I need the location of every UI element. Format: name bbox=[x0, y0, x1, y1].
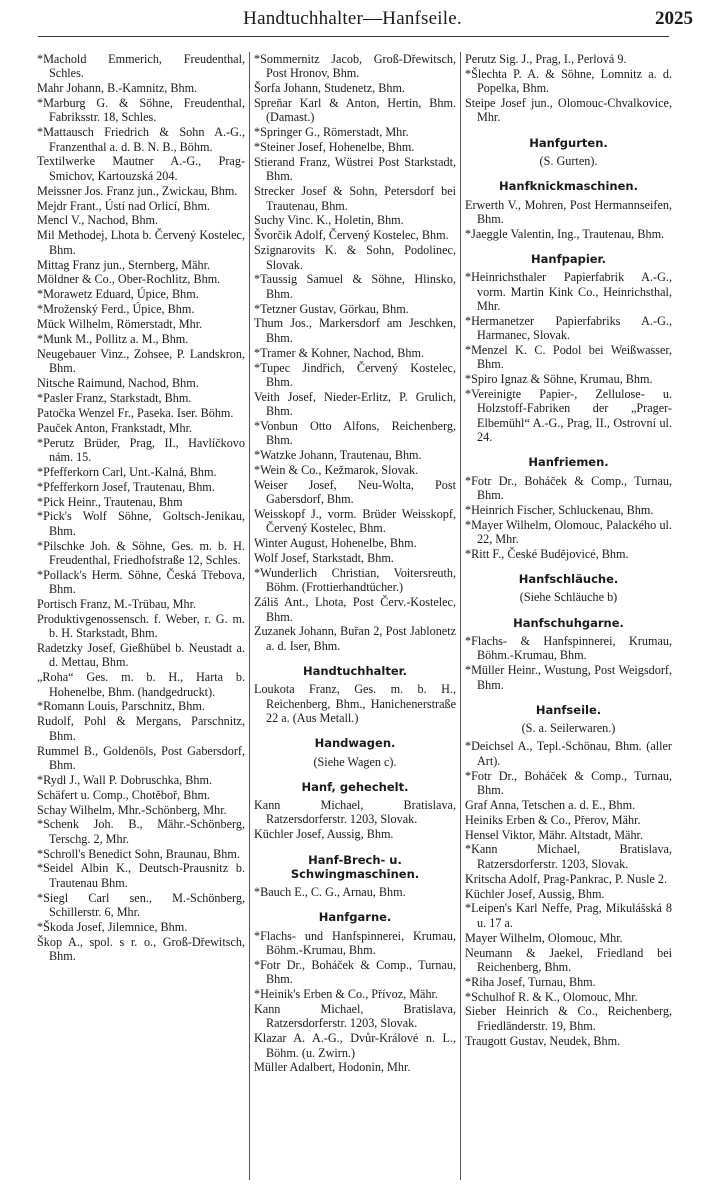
directory-entry: Portisch Franz, M.-Trübau, Mhr. bbox=[37, 597, 197, 612]
page-number: 2025 bbox=[655, 8, 693, 29]
directory-entry: Heiniks Erben & Co., Přerov, Mähr. bbox=[465, 812, 641, 827]
directory-entry: Stierand Franz, Wüstrei Post Starkstadt, Bhm. bbox=[254, 155, 456, 184]
directory-list bbox=[465, 474, 672, 562]
directory-entry: Thum Jos., Markersdorf am Jeschken, Bhm. bbox=[254, 316, 456, 345]
directory-entry: *Steiner Josef, Hohenelbe, Bhm. bbox=[254, 140, 415, 155]
section-heading-hanf-brech: Hanf-Brech- u. Schwingmaschinen. bbox=[290, 852, 420, 881]
directory-entry: Produktivgenossensch. f. Weber, r. G. m. b. H. Starkstadt, Bhm. bbox=[37, 611, 245, 641]
directory-list bbox=[254, 52, 456, 653]
directory-entry: Wolf Josef, Starkstadt, Bhm. bbox=[254, 551, 394, 566]
directory-entry: Zuzanek Johann, Buřan 2, Post Jablonetz a. d. Iser, Bhm. bbox=[254, 624, 456, 653]
directory-entry: *Pick's Wolf Söhne, Goltsch-Jenikau, Bhm. bbox=[37, 509, 245, 538]
directory-list bbox=[254, 798, 456, 841]
directory-entry: *Flachs- und Hanfspinnerei, Krumau, Böhm.-Krumau, Bhm. bbox=[254, 928, 456, 958]
directory-entry: Steipe Josef jun., Olomouc-Chvalkovice, Mhr. bbox=[465, 96, 672, 125]
section-heading-hanfpapier: Hanfpapier. bbox=[531, 252, 606, 267]
directory-entry: *Müller Heinr., Wustung, Post Weigsdorf, Bhm. bbox=[465, 663, 672, 692]
directory-entry: *Romann Louis, Parschnitz, Bhm. bbox=[37, 699, 205, 714]
directory-entry: *Rydl J., Wall P. Dobruschka, Bhm. bbox=[37, 772, 213, 787]
directory-entry: *Sommernitz Jacob, Groß-Dřewitsch, Post Hronov, Bhm. bbox=[254, 52, 456, 81]
header-rule bbox=[38, 36, 669, 37]
directory-entry: Mittag Franz jun., Sternberg, Mähr. bbox=[37, 257, 211, 272]
directory-entry: *Pilschke Joh. & Söhne, Ges. m. b. H. Freudenthal, Friedhofstraße 12, Schles. bbox=[37, 538, 245, 567]
directory-list bbox=[254, 682, 456, 725]
directory-entry: *Hermanetzer Papierfabriks A.-G., Harmanec, Slovak. bbox=[465, 313, 672, 343]
directory-entry: *Siegl Carl sen., M.-Schönberg, Schillerstr. 6, Mhr. bbox=[37, 890, 245, 919]
directory-list bbox=[37, 52, 245, 963]
running-title: Handtuchhalter—Hanfseile. bbox=[243, 8, 462, 29]
directory-entry: Perutz Sig. J., Prag, I., Perlová 9. bbox=[465, 52, 627, 66]
directory-entry: *Mattausch Friedrich & Sohn A.-G., Franzenthal a. d. B. N. B., Böhm. bbox=[37, 125, 245, 154]
directory-entry: *Spiro Ignaz & Söhne, Krumau, Bhm. bbox=[465, 372, 653, 387]
directory-entry: *Pasler Franz, Starkstadt, Bhm. bbox=[37, 390, 192, 405]
section-heading-hanfriemen: Hanfriemen. bbox=[528, 455, 609, 470]
directory-list bbox=[465, 634, 672, 692]
directory-entry: *Pollack's Herm. Söhne, Česká Třebova, Bhm. bbox=[37, 567, 245, 597]
directory-entry: *Leipen's Karl Neffe, Prag, Mikulášská 8 u. 17 a. bbox=[465, 901, 672, 930]
directory-entry: *Heinik's Erben & Co., Přívoz, Mähr. bbox=[254, 987, 438, 1002]
directory-list bbox=[254, 929, 456, 1075]
directory-entry: Kann Michael, Bratislava, Ratzersdorferstr. 1203, Slovak. bbox=[254, 798, 456, 827]
directory-entry: Patočka Wenzel Fr., Paseka. Iser. Böhm. bbox=[37, 405, 234, 420]
directory-entry: *Seidel Albin K., Deutsch-Prausnitz b. Trautenau Bhm. bbox=[37, 861, 245, 890]
directory-entry: Textilwerke Mautner A.-G., Prag-Smichov, Kartouzská 204. bbox=[37, 154, 245, 183]
column-1 bbox=[37, 52, 245, 1180]
directory-entry: *Fotr Dr., Boháček & Comp., Turnau, Bhm. bbox=[254, 957, 456, 987]
column-divider bbox=[460, 52, 461, 1180]
cross-reference: (Siehe Schläuche b) bbox=[519, 590, 618, 605]
directory-entry: Sieber Heinrich & Co., Reichenberg, Friedländerstr. 19, Bhm. bbox=[465, 1004, 672, 1033]
cross-reference: (S. Gurten). bbox=[539, 153, 598, 168]
directory-entry: *Morawetz Eduard, Úpice, Bhm. bbox=[37, 287, 199, 302]
directory-entry: Schäfert u. Comp., Chotěboř, Bhm. bbox=[37, 787, 210, 802]
directory-entry: *Tetzner Gustav, Görkau, Bhm. bbox=[254, 301, 409, 316]
directory-entry: *Tramer & Kohner, Nachod, Bhm. bbox=[254, 345, 424, 360]
directory-entry: *Deichsel A., Tepl.-Schönau, Bhm. (aller Art). bbox=[465, 739, 672, 768]
directory-entry: *Pfefferkorn Josef, Trautenau, Bhm. bbox=[37, 479, 215, 494]
directory-entry: *Schenk Joh. B., Mähr.-Schönberg, Terschg. 2, Mhr. bbox=[37, 817, 245, 846]
directory-entry: Záliš Ant., Lhota, Post Červ.-Kostelec, Bhm. bbox=[254, 595, 456, 624]
directory-entry: *Kann Michael, Bratislava, Ratzersdorferstr. 1203, Slovak. bbox=[465, 842, 672, 871]
directory-entry: Möldner & Co., Ober-Rochlitz, Bhm. bbox=[37, 272, 221, 287]
directory-entry: *Riha Josef, Turnau, Bhm. bbox=[465, 974, 596, 989]
directory-entry: Hensel Viktor, Mähr. Altstadt, Mähr. bbox=[465, 827, 643, 842]
directory-entry: Weiser Josef, Neu-Wolta, Post Gabersdorf, Bhm. bbox=[254, 477, 456, 507]
directory-entry: Meissner Jos. Franz jun., Zwickau, Bhm. bbox=[37, 183, 238, 198]
directory-entry: *Perutz Brüder, Prag, II., Havlíčkovo nám. 15. bbox=[37, 435, 245, 464]
directory-entry: *Heinrichsthaler Papierfabrik A.-G., vorm. Martin Kink Co., Heinrichsthal, Mhr. bbox=[465, 270, 672, 313]
directory-entry: Küchler Josef, Aussig, Bhm. bbox=[465, 886, 605, 901]
directory-entry: Mück Wilhelm, Römerstadt, Mhr. bbox=[37, 317, 203, 332]
directory-entry: *Schulhof R. & K., Olomouc, Mhr. bbox=[465, 989, 638, 1004]
directory-entry: Neumann & Jaekel, Friedland bei Reichenberg, Bhm. bbox=[465, 945, 672, 974]
section-heading-hanfseile: Hanfseile. bbox=[535, 702, 602, 717]
directory-list bbox=[465, 739, 672, 1048]
directory-entry: *Ritt F., České Budějovicé, Bhm. bbox=[465, 546, 629, 561]
section-heading-hanfknickmaschinen: Hanfknickmaschinen. bbox=[499, 179, 638, 194]
directory-entry: Veith Josef, Nieder-Erlitz, P. Grulich, Bhm. bbox=[254, 389, 456, 419]
directory-entry: Škop A., spol. s r. o., Groß-Dřewitsch, Bhm. bbox=[37, 934, 245, 964]
directory-entry: *Wein & Co., Kežmarok, Slovak. bbox=[254, 463, 419, 477]
directory-list bbox=[254, 885, 456, 899]
directory-entry: Mil Methodej, Lhota b. Červený Kostelec, Bhm. bbox=[37, 228, 245, 257]
directory-entry: Weisskopf J., vorm. Brüder Weisskopf, Červený Kostelec, Bhm. bbox=[254, 507, 456, 536]
directory-entry: Szignarovits K. & Sohn, Podolinec, Slovak. bbox=[254, 243, 456, 272]
directory-entry: *Pfefferkorn Carl, Unt.-Kalná, Bhm. bbox=[37, 464, 217, 479]
directory-entry: Mencl V., Nachod, Bhm. bbox=[37, 213, 159, 228]
directory-entry: Küchler Josef, Aussig, Bhm. bbox=[254, 827, 394, 842]
directory-entry: *Watzke Johann, Trautenau, Bhm. bbox=[254, 448, 422, 463]
directory-entry: Nitsche Raimund, Nachod, Bhm. bbox=[37, 376, 199, 391]
directory-entry: Šorfa Johann, Studenetz, Bhm. bbox=[254, 81, 405, 96]
directory-entry: *Taussig Samuel & Söhne, Hlinsko, Bhm. bbox=[254, 272, 456, 301]
directory-list bbox=[465, 198, 672, 241]
directory-entry: *Fotr Dr., Boháček & Comp., Turnau, Bhm. bbox=[465, 473, 672, 502]
directory-entry: Suchy Vinc. K., Holetin, Bhm. bbox=[254, 213, 404, 228]
directory-entry: Rummel B., Goldenöls, Post Gabersdorf, Bhm. bbox=[37, 743, 245, 772]
directory-entry: *Vonbun Otto Alfons, Reichenberg, Bhm. bbox=[254, 418, 456, 448]
column-3 bbox=[465, 52, 672, 1180]
directory-entry: *Flachs- & Hanfspinnerei, Krumau, Böhm.-Krumau, Bhm. bbox=[465, 634, 672, 663]
directory-entry: Müller Adalbert, Hodonin, Mhr. bbox=[254, 1060, 411, 1075]
directory-entry: Spreňar Karl & Anton, Hertin, Bhm. (Damast.) bbox=[254, 96, 456, 125]
directory-entry: Traugott Gustav, Neudek, Bhm. bbox=[465, 1033, 621, 1048]
directory-entry: *Mroženský Ferd., Úpice, Bhm. bbox=[37, 302, 195, 317]
section-heading-hanf-gehechelt: Hanf, gehechelt. bbox=[301, 779, 409, 794]
directory-entry: Neugebauer Vinz., Zohsee, P. Landskron, Bhm. bbox=[37, 346, 245, 376]
section-heading-hanfschlaeuche: Hanfschläuche. bbox=[518, 572, 619, 587]
cross-reference: (Siehe Wagen c). bbox=[313, 754, 397, 769]
directory-entry: *Wunderlich Christian, Voitersreuth, Böhm. (Frottierhandtücher.) bbox=[254, 566, 456, 595]
section-heading-hanfgurten: Hanfgurten. bbox=[529, 135, 608, 150]
directory-entry: *Fotr Dr., Boháček & Comp., Turnau, Bhm. bbox=[465, 768, 672, 797]
cross-reference: (S. a. Seilerwaren.) bbox=[521, 721, 616, 736]
section-heading-handtuchhalter: Handtuchhalter. bbox=[302, 664, 408, 679]
directory-entry: Radetzky Josef, Gießhübel b. Neustadt a. d. Mettau, Bhm. bbox=[37, 641, 245, 670]
directory-entry: *Springer G., Römerstadt, Mhr. bbox=[254, 125, 409, 140]
directory-entry: Klazar A. A.-G., Dvůr-Králové n. L., Böhm. (u. Zwirn.) bbox=[254, 1031, 456, 1060]
column-2 bbox=[254, 52, 456, 1180]
directory-entry: Kann Michael, Bratislava, Ratzersdorferstr. 1203, Slovak. bbox=[254, 1002, 456, 1031]
directory-entry: *Marburg G. & Söhne, Freudenthal, Fabriksstr. 18, Schles. bbox=[37, 96, 245, 125]
section-heading-handwagen: Handwagen. bbox=[314, 736, 396, 751]
directory-entry: Erwerth V., Mohren, Post Hermannseifen, Bhm. bbox=[465, 197, 672, 226]
directory-entry: *Vereinigte Papier-, Zellulose- u. Holzstoff-Fabriken der „Prager-Elbemühl“ A.-G., Prag, II., Ostrovní ul. 24. bbox=[465, 387, 672, 444]
directory-entry: Winter August, Hohenelbe, Bhm. bbox=[254, 536, 417, 551]
column-divider bbox=[249, 52, 250, 1180]
directory-entry: *Menzel K. C. Podol bei Weißwasser, Bhm. bbox=[465, 343, 672, 372]
directory-entry: *Škoda Josef, Jilemnice, Bhm. bbox=[37, 919, 188, 934]
directory-entry: Strecker Josef & Sohn, Petersdorf bei Trautenau, Bhm. bbox=[254, 184, 456, 213]
directory-entry: *Bauch E., C. G., Arnau, Bhm. bbox=[254, 885, 406, 900]
directory-entry: Mahr Johann, B.-Kamnitz, Bhm. bbox=[37, 81, 198, 96]
directory-entry: Graf Anna, Tetschen a. d. E., Bhm. bbox=[465, 797, 636, 812]
directory-entry: *Tupec Jindřich, Červený Kostelec, Bhm. bbox=[254, 360, 456, 389]
section-heading-hanfschuhgarne: Hanfschuhgarne. bbox=[513, 615, 624, 630]
directory-entry: *Schroll's Benedict Sohn, Braunau, Bhm. bbox=[37, 846, 240, 861]
directory-entry: *Heinrich Fischer, Schluckenau, Bhm. bbox=[465, 502, 654, 517]
directory-entry: Kritscha Adolf, Prag-Pankrac, P. Nusle 2. bbox=[465, 871, 668, 886]
directory-entry: Rudolf, Pohl & Mergans, Parschnitz, Bhm. bbox=[37, 714, 245, 743]
directory-entry: Schay Wilhelm, Mhr.-Schönberg, Mhr. bbox=[37, 802, 227, 817]
directory-entry: *Pick Heinr., Trautenau, Bhm bbox=[37, 494, 183, 509]
directory-entry: *Munk M., Pollitz a. M., Bhm. bbox=[37, 331, 189, 346]
directory-list bbox=[465, 270, 672, 444]
directory-entry: *Machold Emmerich, Freudenthal, Schles. bbox=[37, 52, 245, 81]
directory-entry: Mayer Wilhelm, Olomouc, Mhr. bbox=[465, 930, 623, 945]
directory-entry: *Šlechta P. A. & Söhne, Lomnitz a. d. Popelka, Bhm. bbox=[465, 66, 672, 96]
directory-entry: *Jaeggle Valentin, Ing., Trautenau, Bhm. bbox=[465, 226, 665, 241]
directory-entry: Pauček Anton, Frankstadt, Mhr. bbox=[37, 420, 193, 435]
directory-entry: „Roha“ Ges. m. b. H., Harta b. Hohenelbe, Bhm. (handgedruckt). bbox=[37, 670, 245, 699]
directory-list bbox=[465, 52, 672, 125]
directory-entry: Loukota Franz, Ges. m. b. H., Reichenberg, Bhm., Hanichenerstraße 22 a. (Aus Metall.) bbox=[254, 682, 456, 725]
directory-entry: Mejdr Frant., Ústí nad Orlicí, Bhm. bbox=[37, 198, 210, 213]
directory-entry: *Mayer Wilhelm, Olomouc, Palackého ul. 22, Mhr. bbox=[465, 517, 672, 546]
section-heading-hanfgarne: Hanfgarne. bbox=[318, 910, 392, 925]
directory-entry: Švorčik Adolf, Červený Kostelec, Bhm. bbox=[254, 228, 449, 243]
page-header bbox=[0, 8, 705, 34]
